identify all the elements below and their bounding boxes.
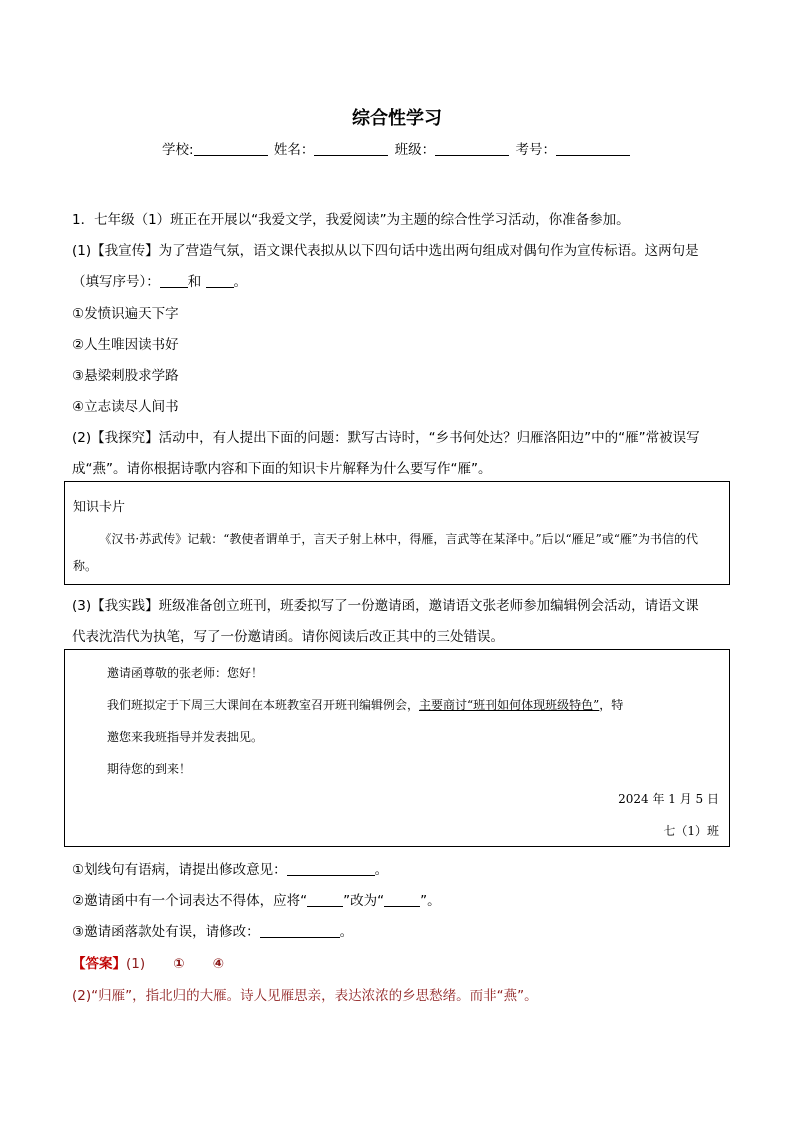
answer-choice-2: ④ (212, 956, 224, 972)
sub2-text-b: ”改为“ (343, 893, 385, 909)
number-label: 考号： (515, 142, 556, 158)
letter-closing: 期待您的到来！ (107, 762, 192, 776)
sub1-period: 。 (374, 862, 389, 878)
invitation-letter-box (64, 649, 730, 847)
part2-line1: (2)【我探究】活动中，有人提出下面的问题：默写古诗时，“乡书何处达？归雁洛阳边”中的“雁”常被误写 (72, 430, 700, 446)
part3-sub3 (72, 920, 353, 940)
part3-line1: (3)【我实践】班级准备创立班刊，班委拟写了一份邀请函，邀请语文张老师参加编辑例会活动，请语文课 (72, 598, 699, 614)
letter-underlined-sentence: 主要商讨“班刊如何体现班级特色” (419, 698, 600, 712)
sub3-period: 。 (339, 924, 354, 940)
part1-line2 (72, 270, 247, 290)
sub3-text: ③邀请函落款处有误，请修改： (72, 924, 260, 940)
student-info-line (0, 138, 794, 158)
answer-label: 【答案】 (72, 956, 126, 972)
option-1: ①发愤识遍天下字 (72, 306, 179, 322)
letter-body-a: 我们班拟定于下周三大课间在本班教室召开班刊编辑例会， (107, 698, 420, 712)
answer-choice-1: ① (173, 956, 185, 972)
option-3: ③悬梁刺股求学路 (72, 368, 179, 384)
knowledge-card-text: 《汉书·苏武传》记载：“教使者谓单于，言天子射上林中，得雁，言武等在某泽中。”后以“雁足”或“雁”为书信的代称。 (73, 532, 699, 573)
knowledge-card-title: 知识卡片 (73, 500, 126, 515)
sub2-text-a: ②邀请函中有一个词表达不得体，应将“ (72, 893, 308, 909)
option-2: ②人生唯因读书好 (72, 337, 179, 353)
part1-blank-2[interactable] (206, 275, 234, 288)
class-blank[interactable] (435, 141, 509, 156)
name-blank[interactable] (314, 141, 388, 156)
school-label: 学校: (162, 142, 194, 158)
part2-line2: 成“燕”。请你根据诗歌内容和下面的知识卡片解释为什么要写作“雁”。 (72, 461, 492, 477)
letter-body-line1 (107, 696, 623, 713)
part1-fill-label: （填写序号）： (72, 274, 160, 290)
answer-line1 (72, 952, 224, 972)
part1-and: 和 (187, 274, 202, 290)
question-intro: 1．七年级（1）班正在开展以“我爱文学，我爱阅读”为主题的综合性学习活动，你准备参加。 (72, 212, 630, 228)
part3-sub1 (72, 858, 388, 878)
answer-part1-prefix: (1) (126, 956, 146, 972)
sub2-blank-1[interactable] (307, 894, 343, 907)
number-blank[interactable] (556, 141, 630, 156)
part1-period: 。 (233, 274, 248, 290)
option-4: ④立志读尽人间书 (72, 399, 179, 415)
letter-body-b: ，特 (599, 698, 624, 712)
sub3-blank[interactable] (260, 925, 340, 938)
name-label: 姓名： (273, 142, 315, 158)
page-title: 综合性学习 (352, 108, 442, 129)
part1-blank-1[interactable] (160, 275, 188, 288)
letter-date: 2024 年 1 月 5 日 (618, 792, 719, 806)
answer-part2: (2)“归雁”，指北归的大雁。诗人见雁思亲，表达浓浓的乡思愁绪。而非“燕”。 (72, 988, 538, 1004)
knowledge-card (64, 481, 730, 585)
letter-heading: 邀请函尊敬的张老师：您好！ (107, 666, 264, 680)
part1-line1: (1)【我宣传】为了营造气氛，语文课代表拟从以下四句话中选出两句组成对偶句作为宣传标语。这两句是 (72, 243, 699, 259)
part3-line2: 代表沈浩代为执笔，写了一份邀请函。请你阅读后改正其中的三处错误。 (72, 629, 504, 645)
sub2-text-c: ”。 (420, 893, 441, 909)
sub1-text: ①划线句有语病，请提出修改意见： (72, 862, 287, 878)
class-label: 班级： (394, 142, 436, 158)
sub2-blank-2[interactable] (384, 894, 420, 907)
sub1-blank[interactable] (287, 863, 375, 876)
letter-body-line2: 邀您来我班指导并发表拙见。 (107, 730, 264, 744)
part3-sub2 (72, 889, 441, 909)
letter-signature: 七（1）班 (663, 824, 719, 838)
school-blank[interactable] (194, 141, 268, 156)
